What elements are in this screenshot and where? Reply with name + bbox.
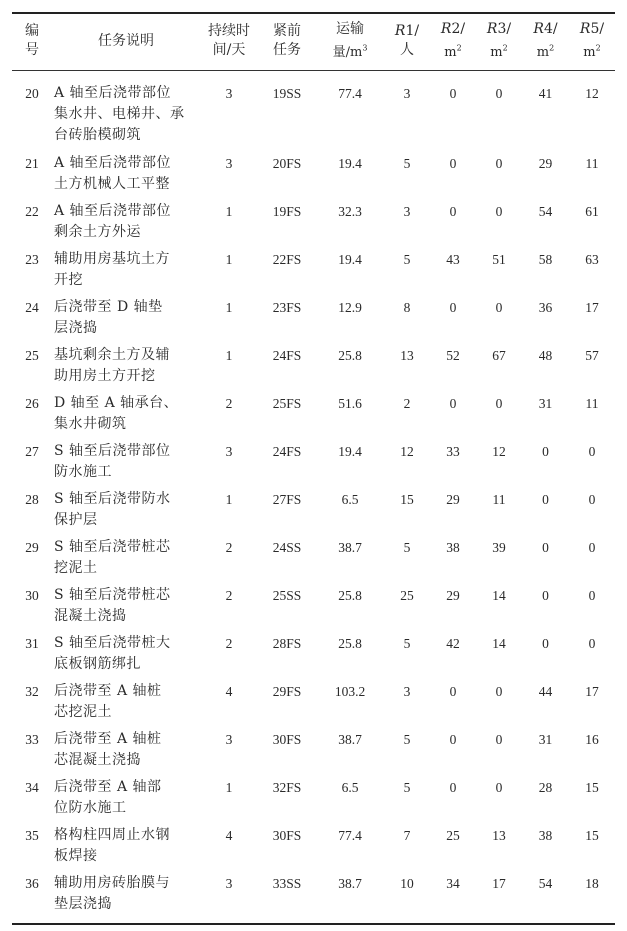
- cell-desc: [52, 725, 200, 773]
- cell-r4: 0: [542, 588, 549, 604]
- cell-id: 35: [25, 828, 39, 844]
- cell-r2: 38: [446, 540, 460, 556]
- desc-line: 集水井、电梯井、承: [54, 106, 185, 123]
- header-r5: R5/ $m^2$: [579, 21, 605, 61]
- cell-duration: 1: [225, 204, 233, 220]
- cell-r4: 41: [538, 86, 553, 102]
- cell-desc: [52, 341, 200, 389]
- cell-id: 29: [25, 540, 39, 556]
- cell-desc: [52, 245, 200, 293]
- header-duration: 持续时 间/天: [208, 23, 250, 59]
- cell-predecessor: 19FS: [272, 204, 302, 220]
- cell-volume: 103.2: [334, 684, 366, 700]
- cell-r5: 61: [585, 204, 599, 220]
- desc-line: 格构柱四周止水钢: [54, 827, 170, 844]
- cell-r3: 13: [492, 828, 506, 844]
- cell-volume: 12.9: [338, 300, 362, 316]
- cell-duration: 3: [225, 156, 233, 172]
- cell-id: 24: [25, 300, 39, 316]
- desc-line: 层浇捣: [54, 320, 98, 337]
- cell-desc: [52, 389, 200, 437]
- cell-r3: 14: [492, 636, 506, 652]
- header-predecessor: 紧前 任务: [273, 23, 301, 59]
- cell-r2: 0: [449, 732, 457, 748]
- cell-r2: 29: [446, 588, 460, 604]
- cell-id: 36: [25, 876, 39, 892]
- desc-line: 垫层浇捣: [54, 896, 112, 913]
- table-body: [12, 79, 615, 917]
- cell-r4: 0: [542, 492, 549, 508]
- cell-r1: 5: [403, 540, 411, 556]
- desc-line: 后浇带至 A 轴桩: [54, 731, 162, 748]
- cell-r5: 0: [588, 588, 596, 604]
- cell-desc: [52, 581, 200, 629]
- task-table-container: [12, 12, 615, 925]
- cell-predecessor: 23FS: [272, 300, 302, 316]
- cell-r3: 0: [495, 732, 503, 748]
- cell-r3: 67: [492, 348, 506, 364]
- cell-r3: 11: [492, 492, 506, 508]
- cell-r5: 0: [588, 492, 596, 508]
- cell-volume: 25.8: [338, 588, 362, 604]
- table-row: [12, 79, 615, 149]
- desc-line: S 轴至后浇带部位: [54, 443, 171, 460]
- header-r4: R4/ $m^2$: [533, 21, 558, 61]
- header-rule: [12, 70, 615, 71]
- cell-id: 27: [25, 444, 39, 460]
- cell-r1: 5: [403, 252, 411, 268]
- desc-line: A 轴至后浇带部位: [54, 155, 172, 172]
- cell-predecessor: 20FS: [272, 156, 302, 172]
- cell-r1: 25: [400, 588, 414, 604]
- cell-r1: 5: [403, 780, 411, 796]
- cell-id: 31: [25, 636, 39, 652]
- cell-predecessor: 30FS: [272, 732, 302, 748]
- desc-line: 基坑剩余土方及辅: [54, 347, 170, 364]
- cell-r5: 11: [585, 396, 599, 412]
- cell-predecessor: 27FS: [272, 492, 302, 508]
- cell-r4: 28: [538, 780, 553, 796]
- desc-line: 芯混凝土浇捣: [54, 752, 141, 769]
- table-row: [12, 485, 615, 533]
- desc-line: 开挖: [54, 272, 83, 289]
- cell-r1: 13: [400, 348, 414, 364]
- cell-r4: 31: [538, 396, 553, 412]
- cell-desc: [52, 79, 200, 149]
- cell-r1: 5: [403, 636, 411, 652]
- desc-line: S 轴至后浇带防水: [54, 491, 171, 508]
- cell-duration: 3: [225, 732, 233, 748]
- header-r1: R1/ 人: [394, 23, 420, 59]
- cell-r4: 0: [542, 444, 549, 460]
- cell-r5: 15: [585, 780, 599, 796]
- cell-desc: [52, 869, 200, 917]
- header-r2: R2/ $m^2$: [440, 21, 466, 61]
- cell-predecessor: 32FS: [272, 780, 302, 796]
- desc-line: 保护层: [54, 512, 98, 529]
- cell-r2: 42: [446, 636, 460, 652]
- table-row: [12, 725, 615, 773]
- cell-r1: 12: [400, 444, 414, 460]
- desc-line: 后浇带至 D 轴垫: [54, 299, 163, 316]
- cell-r4: 38: [538, 828, 553, 844]
- cell-duration: 2: [225, 540, 233, 556]
- cell-r5: 0: [588, 444, 596, 460]
- cell-r1: 7: [403, 828, 411, 844]
- cell-volume: 19.4: [338, 444, 362, 460]
- cell-volume: 25.8: [338, 636, 362, 652]
- cell-volume: 77.4: [338, 828, 362, 844]
- cell-r5: 11: [585, 156, 599, 172]
- bottom-rule: [12, 923, 615, 925]
- cell-r3: 0: [495, 156, 503, 172]
- cell-r3: 51: [492, 252, 506, 268]
- cell-duration: 2: [225, 396, 233, 412]
- cell-r1: 3: [403, 204, 411, 220]
- cell-r2: 0: [449, 684, 457, 700]
- cell-r1: 10: [400, 876, 414, 892]
- table-row: [12, 629, 615, 677]
- cell-id: 22: [25, 204, 39, 220]
- cell-r3: 0: [495, 780, 503, 796]
- table-row: [12, 581, 615, 629]
- cell-r1: 5: [403, 156, 411, 172]
- cell-r2: 25: [446, 828, 460, 844]
- cell-predecessor: 24FS: [272, 444, 302, 460]
- cell-r4: 58: [538, 252, 553, 268]
- cell-r4: 36: [538, 300, 553, 316]
- cell-predecessor: 33SS: [272, 876, 302, 892]
- cell-r2: 0: [449, 300, 457, 316]
- header-desc: 任务说明: [98, 32, 154, 49]
- table-row: [12, 773, 615, 821]
- cell-r2: 0: [449, 156, 457, 172]
- cell-desc: [52, 197, 200, 245]
- cell-duration: 1: [225, 492, 233, 508]
- cell-r4: 48: [538, 348, 553, 364]
- cell-r3: 0: [495, 86, 503, 102]
- cell-id: 23: [25, 252, 39, 268]
- cell-predecessor: 22FS: [272, 252, 302, 268]
- desc-line: 芯挖泥土: [54, 704, 112, 721]
- cell-r5: 57: [585, 348, 599, 364]
- table-row: [12, 677, 615, 725]
- desc-line: 集水井砌筑: [54, 416, 127, 433]
- cell-r2: 34: [446, 876, 460, 892]
- cell-duration: 2: [225, 588, 233, 604]
- cell-r4: 0: [542, 540, 549, 556]
- cell-duration: 2: [225, 636, 233, 652]
- cell-desc: [52, 821, 200, 869]
- cell-r3: 0: [495, 684, 503, 700]
- cell-duration: 3: [225, 876, 233, 892]
- cell-id: 32: [25, 684, 39, 700]
- cell-id: 21: [25, 156, 39, 172]
- table-row: [12, 389, 615, 437]
- cell-r4: 29: [538, 156, 553, 172]
- cell-r2: 43: [446, 252, 460, 268]
- cell-volume: 32.3: [338, 204, 362, 220]
- cell-id: 28: [25, 492, 39, 508]
- cell-id: 26: [25, 396, 39, 412]
- cell-id: 25: [25, 348, 39, 364]
- cell-duration: 1: [225, 252, 233, 268]
- cell-r4: 54: [538, 876, 553, 892]
- cell-r2: 0: [449, 204, 457, 220]
- cell-r5: 17: [585, 300, 599, 316]
- cell-desc: [52, 677, 200, 725]
- cell-r1: 5: [403, 732, 411, 748]
- cell-predecessor: 29FS: [272, 684, 302, 700]
- table-row: [12, 197, 615, 245]
- cell-desc: [52, 629, 200, 677]
- cell-r5: 15: [585, 828, 599, 844]
- cell-volume: 77.4: [338, 86, 362, 102]
- cell-duration: 1: [225, 300, 233, 316]
- desc-line: 后浇带至 A 轴部: [54, 779, 162, 796]
- desc-line: 辅助用房基坑土方: [54, 251, 170, 268]
- cell-r5: 17: [585, 684, 599, 700]
- cell-desc: [52, 773, 200, 821]
- desc-line: 助用房土方开挖: [54, 368, 156, 385]
- cell-r4: 31: [538, 732, 553, 748]
- cell-duration: 3: [225, 86, 233, 102]
- table-header: [12, 14, 615, 70]
- cell-r4: 54: [538, 204, 553, 220]
- header-id: 编 号: [25, 23, 39, 59]
- cell-r4: 0: [542, 636, 549, 652]
- desc-line: 挖泥土: [54, 560, 98, 577]
- header-volume: 运输 量$/m^3$: [332, 21, 368, 61]
- table-row: [12, 149, 615, 197]
- cell-id: 30: [25, 588, 39, 604]
- desc-line: 剩余土方外运: [54, 224, 141, 241]
- cell-volume: 19.4: [338, 252, 362, 268]
- desc-line: S 轴至后浇带桩芯: [54, 539, 171, 556]
- cell-duration: 4: [225, 684, 233, 700]
- cell-volume: 38.7: [338, 540, 362, 556]
- cell-volume: 51.6: [338, 396, 362, 412]
- cell-predecessor: 28FS: [272, 636, 302, 652]
- cell-duration: 4: [225, 828, 233, 844]
- desc-line: A 轴至后浇带部位: [54, 85, 172, 102]
- desc-line: 后浇带至 A 轴桩: [54, 683, 162, 700]
- cell-desc: [52, 149, 200, 197]
- cell-id: 20: [25, 86, 39, 102]
- cell-r2: 29: [446, 492, 460, 508]
- cell-r4: 44: [538, 684, 553, 700]
- desc-line: 辅助用房砖胎膜与: [54, 875, 170, 892]
- cell-r2: 0: [449, 86, 457, 102]
- cell-predecessor: 30FS: [272, 828, 302, 844]
- task-table: [12, 14, 615, 70]
- cell-desc: [52, 437, 200, 485]
- cell-volume: 38.7: [338, 732, 362, 748]
- cell-duration: 1: [225, 780, 233, 796]
- cell-r5: 0: [588, 636, 596, 652]
- header-r3: R3/ $m^2$: [486, 21, 512, 61]
- cell-r2: 0: [449, 780, 457, 796]
- cell-r1: 3: [403, 86, 411, 102]
- desc-line: S 轴至后浇带桩大: [54, 635, 171, 652]
- cell-r2: 52: [446, 348, 460, 364]
- table-row: [12, 533, 615, 581]
- cell-r5: 0: [588, 540, 596, 556]
- cell-r3: 0: [495, 204, 503, 220]
- desc-line: 防水施工: [54, 464, 112, 481]
- table-row: [12, 293, 615, 341]
- desc-line: 土方机械人工平整: [54, 176, 170, 193]
- cell-id: 34: [25, 780, 39, 796]
- desc-line: 台砖胎模砌筑: [54, 127, 141, 144]
- cell-r3: 39: [492, 540, 506, 556]
- desc-line: 混凝土浇捣: [54, 608, 127, 625]
- cell-r1: 2: [403, 396, 411, 412]
- cell-r3: 14: [492, 588, 506, 604]
- table-row: [12, 437, 615, 485]
- cell-predecessor: 25FS: [272, 396, 302, 412]
- cell-predecessor: 19SS: [272, 86, 302, 102]
- cell-id: 33: [25, 732, 39, 748]
- cell-r1: 3: [403, 684, 411, 700]
- cell-r1: 8: [403, 300, 411, 316]
- table-row: [12, 341, 615, 389]
- cell-r3: 0: [495, 300, 503, 316]
- cell-r5: 63: [585, 252, 599, 268]
- table-row: [12, 869, 615, 917]
- cell-r5: 12: [585, 86, 599, 102]
- cell-predecessor: 24FS: [272, 348, 302, 364]
- desc-line: S 轴至后浇带桩芯: [54, 587, 171, 604]
- cell-r1: 15: [400, 492, 414, 508]
- cell-volume: 25.8: [338, 348, 362, 364]
- cell-desc: [52, 485, 200, 533]
- cell-r3: 0: [495, 396, 503, 412]
- cell-r5: 16: [585, 732, 599, 748]
- cell-predecessor: 25SS: [272, 588, 302, 604]
- cell-volume: 6.5: [341, 780, 359, 796]
- task-table-body: [12, 79, 615, 917]
- cell-duration: 3: [225, 444, 233, 460]
- desc-line: 板焊接: [54, 848, 98, 865]
- cell-desc: [52, 293, 200, 341]
- desc-line: 底板钢筋绑扎: [54, 656, 141, 673]
- cell-r3: 17: [492, 876, 506, 892]
- desc-line: A 轴至后浇带部位: [54, 203, 172, 220]
- cell-r5: 18: [585, 876, 599, 892]
- cell-r2: 0: [449, 396, 457, 412]
- cell-predecessor: 24SS: [272, 540, 302, 556]
- cell-duration: 1: [225, 348, 233, 364]
- cell-r3: 12: [492, 444, 506, 460]
- table-row: [12, 821, 615, 869]
- cell-volume: 38.7: [338, 876, 362, 892]
- cell-volume: 19.4: [338, 156, 362, 172]
- cell-r2: 33: [446, 444, 460, 460]
- table-row: [12, 245, 615, 293]
- desc-line: D 轴至 A 轴承台、: [54, 395, 179, 412]
- desc-line: 位防水施工: [54, 800, 127, 817]
- cell-volume: 6.5: [341, 492, 359, 508]
- cell-desc: [52, 533, 200, 581]
